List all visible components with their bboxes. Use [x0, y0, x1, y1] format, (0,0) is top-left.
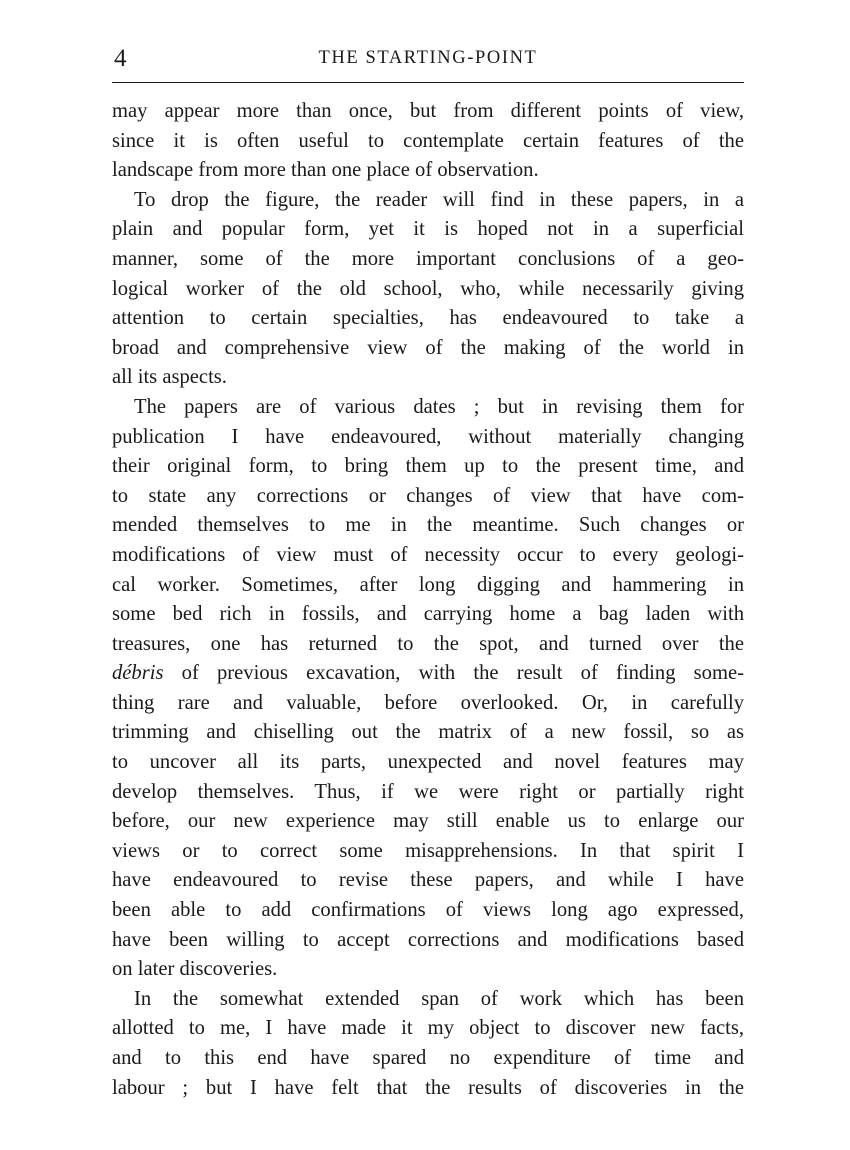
- body-text: [112, 97, 744, 1103]
- running-head: THE STARTING-POINT: [318, 48, 538, 68]
- text-line: trimming and chiselling out the matrix of a new fossil, so as: [112, 721, 744, 744]
- text-line: In the somewhat extended span of work which has been: [134, 987, 744, 1010]
- text-line: and to this end have spared no expenditure of time and: [112, 1047, 744, 1069]
- header-rule: [112, 82, 744, 83]
- text-line: on later discoveries.: [112, 958, 278, 981]
- text-line: allotted to me, I have made it my object to discover new facts,: [112, 1017, 744, 1040]
- text-line: attention to certain specialties, has endeavoured to take a: [112, 307, 744, 330]
- text-line: before, our new experience may still enable us to enlarge our: [112, 810, 744, 833]
- text-line: all its aspects.: [112, 366, 227, 389]
- text-line: develop themselves. Thus, if we were right or partially right: [112, 780, 744, 803]
- text-line: thing rare and valuable, before overlooked. Or, in carefully: [112, 691, 744, 714]
- text-line: been able to add confirmations of views long ago expressed,: [112, 899, 744, 922]
- text-line: publication I have endeavoured, without materially changing: [112, 425, 744, 448]
- text-line: manner, some of the more important conclusions of a geo-: [112, 247, 744, 270]
- text-line: labour ; but I have felt that the results of discoveries in the: [112, 1076, 744, 1099]
- text-line: [112, 659, 744, 689]
- italic-word: débris: [112, 662, 164, 685]
- text-line: their original form, to bring them up to the present time, and: [112, 455, 744, 478]
- text-line: have been willing to accept corrections and modifications based: [112, 928, 744, 951]
- text-line: cal worker. Sometimes, after long digging and hammering in: [112, 573, 744, 596]
- text-line: treasures, one has returned to the spot, and turned over the: [112, 632, 744, 655]
- text-line: to uncover all its parts, unexpected and novel features may: [112, 751, 744, 774]
- text-line: have endeavoured to revise these papers, and while I have: [112, 869, 744, 892]
- text-line: To drop the figure, the reader will find in these papers, in a: [134, 188, 744, 211]
- text-line: to state any corrections or changes of view that have com-: [112, 484, 744, 507]
- text-line: mended themselves to me in the meantime. Such changes or: [112, 514, 744, 537]
- text-line: The papers are of various dates ; but in revising them for: [134, 395, 744, 418]
- text-line: since it is often useful to contemplate certain features of the: [112, 129, 744, 152]
- text-line-rest: of previous excavation, with the result of finding some-: [181, 662, 744, 685]
- text-line: some bed rich in fossils, and carrying home a bag laden with: [112, 603, 744, 626]
- text-line: may appear more than once, but from different points of view,: [112, 100, 744, 122]
- text-line: plain and popular form, yet it is hoped not in a superficial: [112, 218, 744, 241]
- text-line: landscape from more than one place of observation.: [112, 159, 539, 182]
- text-line: broad and comprehensive view of the making of the world in: [112, 336, 744, 359]
- text-line: views or to correct some misapprehensions. In that spirit I: [112, 839, 744, 862]
- page-number: 4: [114, 45, 127, 72]
- page-header: [112, 42, 744, 78]
- text-line: modifications of view must of necessity occur to every geologi-: [112, 543, 744, 566]
- text-line: logical worker of the old school, who, while necessarily giving: [112, 277, 744, 300]
